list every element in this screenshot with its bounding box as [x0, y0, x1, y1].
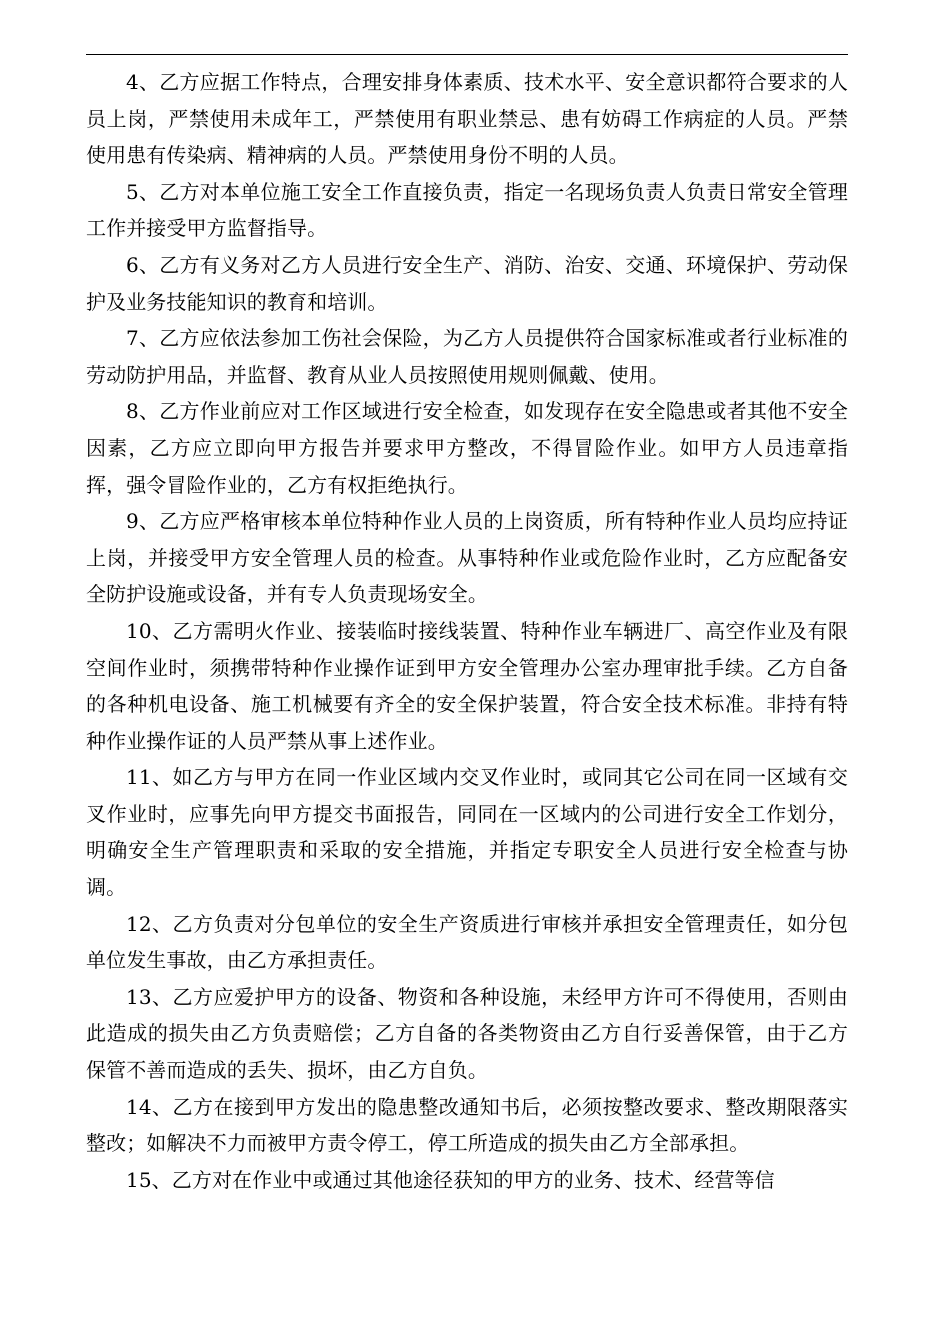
- clause-10: 10、乙方需明火作业、接装临时接线装置、特种作业车辆进厂、高空作业及有限空间作业时，须携带特种作业操作证到甲方安全管理办公室办理审批手续。乙方自备的各种机电设备、施工机械要有齐全的安全保护装置，符合安全技术标准。非持有特种作业操作证的人员严禁从事上述作业。: [86, 618, 848, 753]
- clause-4: 4、乙方应据工作特点，合理安排身体素质、技术水平、安全意识都符合要求的人员上岗，严禁使用未成年工，严禁使用有职业禁忌、患有妨碍工作病症的人员。严禁使用患有传染病、精神病的人员。严禁使用身份不明的人员。: [86, 70, 848, 168]
- clause-7: 7、乙方应依法参加工伤社会保险，为乙方人员提供符合国家标准或者行业标准的劳动防护用品，并监督、教育从业人员按照使用规则佩戴、使用。: [86, 326, 848, 387]
- clause-11: 11、如乙方与甲方在同一作业区域内交叉作业时，或同其它公司在同一区域有交叉作业时，应事先向甲方提交书面报告，同同在一区域内的公司进行安全工作划分，明确安全生产管理职责和采取的安全措施，并指定专职安全人员进行安全检查与协调。: [86, 765, 848, 900]
- header-rule: [86, 54, 848, 55]
- clause-5: 5、乙方对本单位施工安全工作直接负责，指定一名现场负责人负责日常安全管理工作并接受甲方监督指导。: [86, 179, 848, 241]
- clause-9: 9、乙方应严格审核本单位特种作业人员的上岗资质，所有特种作业人员均应持证上岗，并接受甲方安全管理人员的检查。从事特种作业或危险作业时，乙方应配备安全防护设施或设备，并有专人负责现场安全。: [86, 509, 848, 607]
- clause-6: 6、乙方有义务对乙方人员进行安全生产、消防、治安、交通、环境保护、劳动保护及业务技能知识的教育和培训。: [86, 252, 848, 314]
- clause-15: 15、乙方对在作业中或通过其他途径获知的甲方的业务、技术、经营等信: [126, 1167, 775, 1192]
- clause-14: 14、乙方在接到甲方发出的隐患整改通知书后，必须按整改要求、整改期限落实整改；如解决不力而被甲方责令停工，停工所造成的损失由乙方全部承担。: [86, 1094, 848, 1156]
- clause-12: 12、乙方负责对分包单位的安全生产资质进行审核并承担安全管理责任，如分包单位发生事故，由乙方承担责任。: [86, 911, 848, 973]
- document-body: [86, 64, 848, 1198]
- clause-8: 8、乙方作业前应对工作区域进行安全检查，如发现存在安全隐患或者其他不安全因素，乙方应立即向甲方报告并要求甲方整改，不得冒险作业。如甲方人员违章指挥，强令冒险作业的，乙方有权拒绝执行。: [86, 399, 848, 497]
- clause-13: 13、乙方应爱护甲方的设备、物资和各种设施，未经甲方许可不得使用，否则由此造成的损失由乙方负责赔偿；乙方自备的各类物资由乙方自行妥善保管，由于乙方保管不善而造成的丢失、损坏，由乙方自负。: [86, 984, 848, 1083]
